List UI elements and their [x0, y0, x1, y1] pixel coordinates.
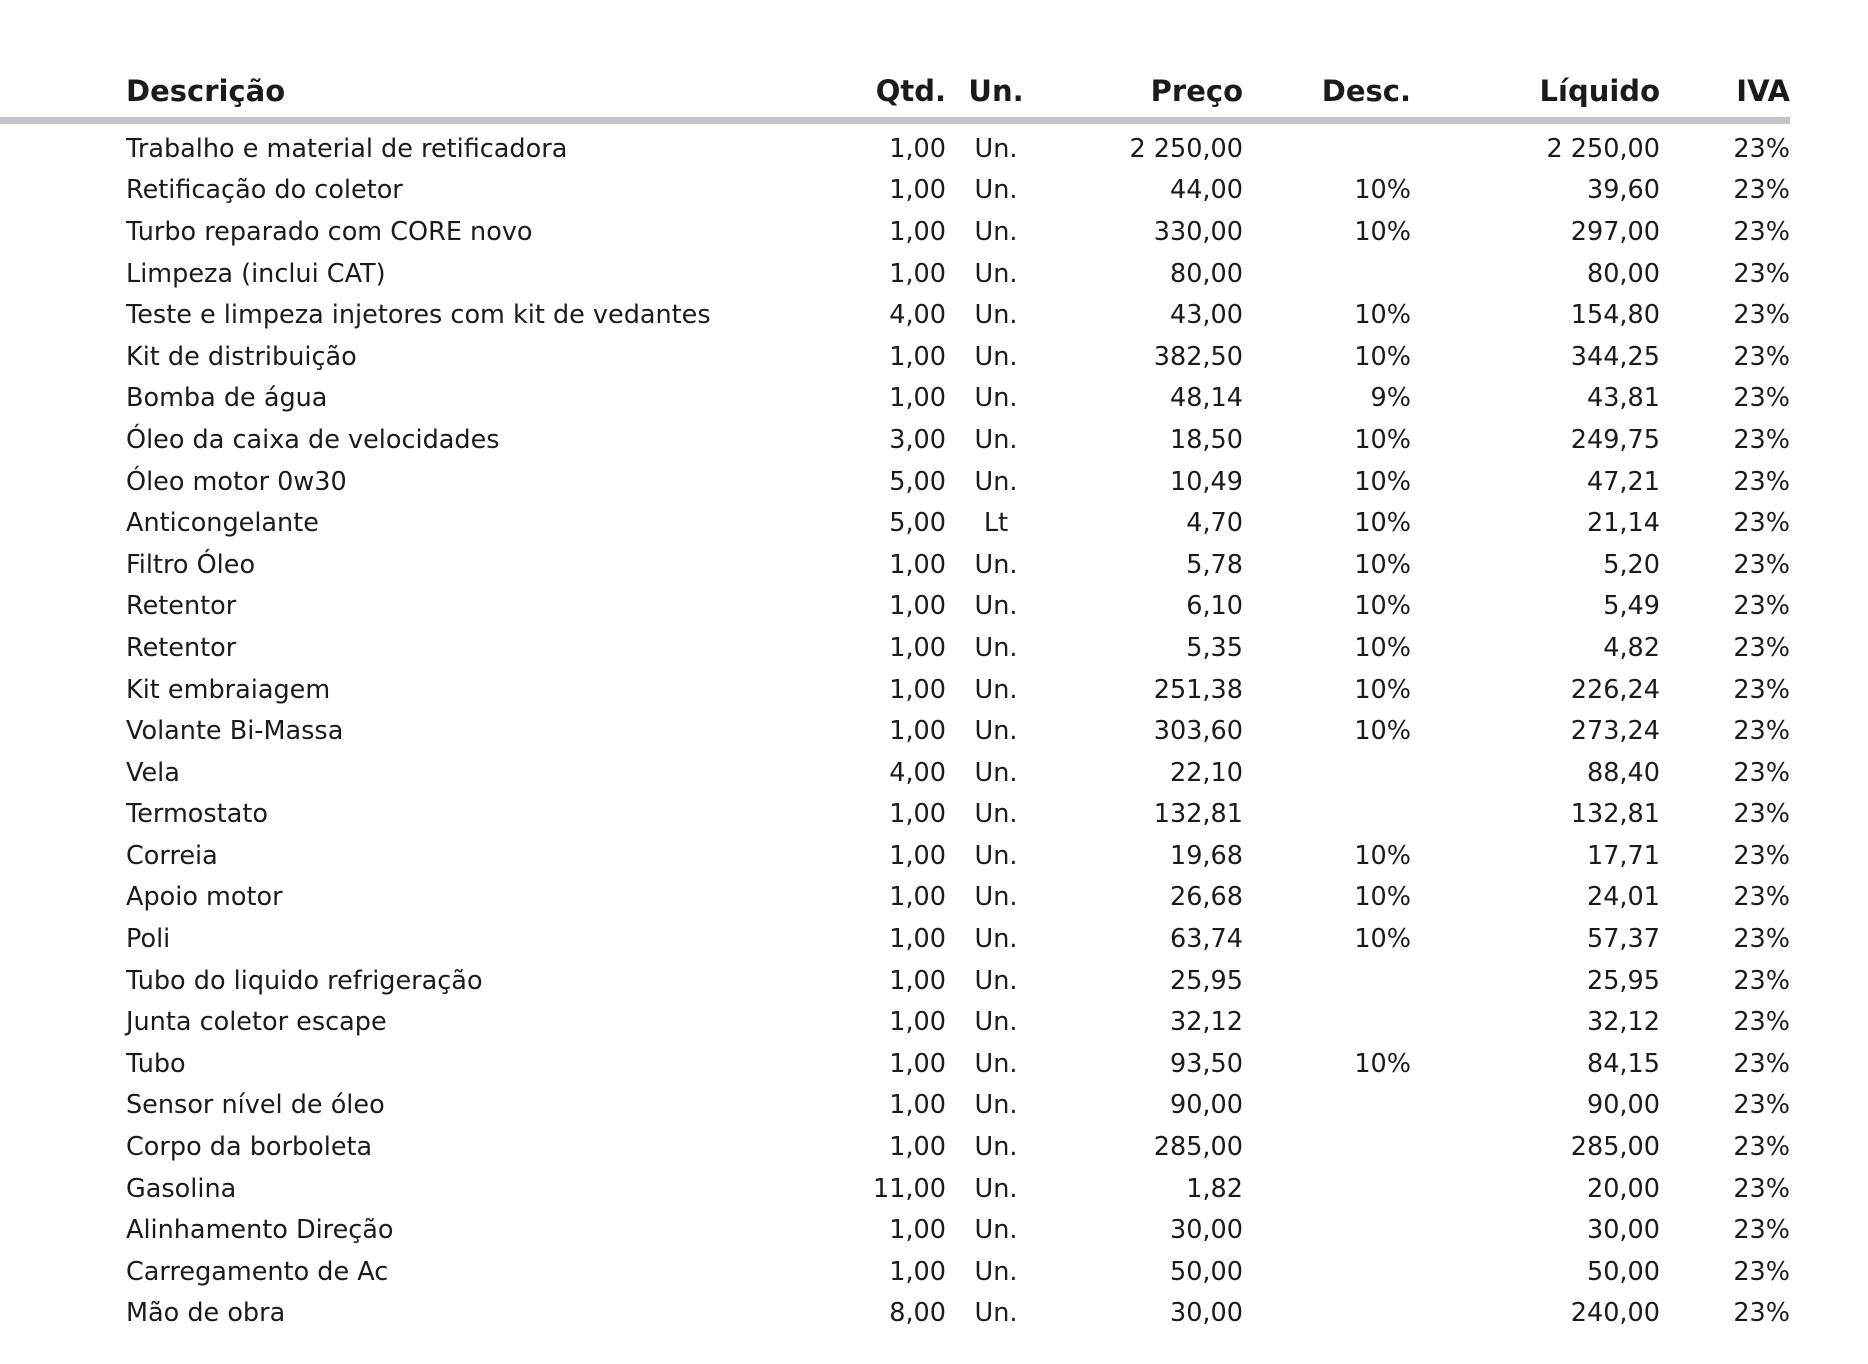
cell-discount [1243, 752, 1411, 794]
cell-unit: Un. [974, 1090, 1018, 1121]
cell-net: 39,60 [1586, 175, 1660, 206]
cell-qty: 1,00 [889, 1090, 946, 1121]
cell-price: 32,12 [1169, 1007, 1243, 1038]
cell-vat: 23% [1733, 258, 1790, 289]
table-row [0, 1293, 1790, 1335]
cell-description: Turbo reparado com CORE novo [126, 216, 533, 247]
cell-net: 5,49 [1603, 591, 1660, 622]
cell-discount: 10% [1354, 300, 1411, 331]
cell-unit: Un. [974, 1132, 1018, 1163]
cell-unit: Un. [974, 882, 1018, 913]
row-spacer [0, 502, 126, 544]
header-description: Descrição [126, 54, 816, 121]
row-spacer [0, 121, 126, 170]
cell-unit: Un. [974, 133, 1018, 164]
cell-qty: 1,00 [889, 175, 946, 206]
cell-discount: 10% [1354, 924, 1411, 955]
cell-vat: 23% [1733, 300, 1790, 331]
cell-qty: 1,00 [889, 591, 946, 622]
cell-qty: 1,00 [889, 549, 946, 580]
cell-price: 63,74 [1169, 924, 1243, 955]
cell-net: 249,75 [1570, 424, 1660, 455]
cell-description: Gasolina [126, 1173, 237, 1204]
cell-qty: 5,00 [889, 466, 946, 497]
cell-discount [1243, 253, 1411, 295]
table-row [0, 627, 1790, 669]
cell-discount [1243, 1085, 1411, 1127]
cell-discount: 10% [1354, 716, 1411, 747]
cell-vat: 23% [1733, 924, 1790, 955]
cell-net: 24,01 [1586, 882, 1660, 913]
cell-vat: 23% [1733, 965, 1790, 996]
cell-net: 17,71 [1586, 840, 1660, 871]
invoice-lines-table [0, 54, 1790, 1334]
cell-unit: Un. [974, 1007, 1018, 1038]
header-spacer [0, 54, 126, 121]
table-row [0, 1043, 1790, 1085]
cell-unit: Un. [974, 424, 1018, 455]
row-spacer [0, 586, 126, 628]
cell-net: 273,24 [1570, 716, 1660, 747]
row-spacer [0, 669, 126, 711]
cell-qty: 1,00 [889, 1007, 946, 1038]
row-spacer [0, 211, 126, 253]
table-row [0, 1251, 1790, 1293]
cell-qty: 4,00 [889, 300, 946, 331]
cell-discount: 10% [1354, 508, 1411, 539]
cell-unit: Un. [974, 799, 1018, 830]
cell-vat: 23% [1733, 1048, 1790, 1079]
cell-description: Alinhamento Direção [126, 1215, 394, 1246]
cell-vat: 23% [1733, 549, 1790, 580]
cell-unit: Un. [974, 300, 1018, 331]
cell-discount [1243, 1209, 1411, 1251]
cell-net: 43,81 [1586, 383, 1660, 414]
row-spacer [0, 336, 126, 378]
row-spacer [0, 1043, 126, 1085]
cell-description: Teste e limpeza injetores com kit de vedantes [126, 300, 711, 331]
cell-price: 4,70 [1186, 508, 1243, 539]
cell-unit: Un. [974, 175, 1018, 206]
table-row [0, 1168, 1790, 1210]
row-spacer [0, 544, 126, 586]
cell-net: 90,00 [1586, 1090, 1660, 1121]
cell-vat: 23% [1733, 757, 1790, 788]
cell-net: 2 250,00 [1546, 133, 1660, 164]
cell-description: Tubo [126, 1048, 186, 1079]
cell-description: Kit de distribuição [126, 341, 357, 372]
cell-description: Óleo motor 0w30 [126, 466, 347, 497]
cell-description: Vela [126, 757, 180, 788]
cell-vat: 23% [1733, 1007, 1790, 1038]
cell-vat: 23% [1733, 591, 1790, 622]
cell-price: 25,95 [1169, 965, 1243, 996]
row-spacer [0, 1001, 126, 1043]
row-spacer [0, 710, 126, 752]
table-row [0, 918, 1790, 960]
cell-description: Apoio motor [126, 882, 283, 913]
cell-qty: 1,00 [889, 1048, 946, 1079]
table-row [0, 170, 1790, 212]
cell-qty: 1,00 [889, 965, 946, 996]
header-discount: Desc. [1243, 54, 1411, 121]
cell-net: 226,24 [1570, 674, 1660, 705]
cell-price: 22,10 [1169, 757, 1243, 788]
cell-qty: 3,00 [889, 424, 946, 455]
table-body [0, 121, 1790, 1335]
cell-net: 20,00 [1586, 1173, 1660, 1204]
cell-description: Filtro Óleo [126, 549, 256, 580]
cell-unit: Un. [974, 258, 1018, 289]
row-spacer [0, 461, 126, 503]
table-row [0, 1126, 1790, 1168]
cell-vat: 23% [1733, 466, 1790, 497]
cell-price: 30,00 [1169, 1215, 1243, 1246]
cell-qty: 8,00 [889, 1298, 946, 1329]
cell-qty: 1,00 [889, 674, 946, 705]
cell-description: Retentor [126, 632, 237, 663]
cell-unit: Un. [974, 924, 1018, 955]
cell-unit: Un. [974, 1215, 1018, 1246]
cell-vat: 23% [1733, 1090, 1790, 1121]
cell-discount: 10% [1354, 216, 1411, 247]
cell-unit: Un. [974, 549, 1018, 580]
row-spacer [0, 294, 126, 336]
cell-unit: Un. [974, 466, 1018, 497]
cell-net: 57,37 [1586, 924, 1660, 955]
cell-qty: 1,00 [889, 632, 946, 663]
cell-discount [1243, 794, 1411, 836]
cell-vat: 23% [1733, 175, 1790, 206]
cell-net: 21,14 [1586, 508, 1660, 539]
cell-description: Poli [126, 924, 171, 955]
cell-price: 10,49 [1169, 466, 1243, 497]
cell-vat: 23% [1733, 1173, 1790, 1204]
table-row [0, 336, 1790, 378]
row-spacer [0, 627, 126, 669]
cell-description: Termostato [126, 799, 268, 830]
cell-description: Correia [126, 840, 218, 871]
row-spacer [0, 918, 126, 960]
cell-discount: 10% [1354, 549, 1411, 580]
cell-description: Retificação do coletor [126, 175, 403, 206]
cell-vat: 23% [1733, 424, 1790, 455]
cell-discount: 10% [1354, 882, 1411, 913]
cell-description: Corpo da borboleta [126, 1132, 373, 1163]
row-spacer [0, 1168, 126, 1210]
cell-qty: 1,00 [889, 258, 946, 289]
cell-vat: 23% [1733, 1132, 1790, 1163]
cell-net: 285,00 [1570, 1132, 1660, 1163]
table-row [0, 544, 1790, 586]
cell-discount: 10% [1354, 674, 1411, 705]
cell-unit: Un. [974, 383, 1018, 414]
header-row [0, 54, 1790, 121]
table-row [0, 669, 1790, 711]
table-row [0, 877, 1790, 919]
cell-unit: Un. [974, 674, 1018, 705]
cell-discount: 10% [1354, 591, 1411, 622]
table-row [0, 378, 1790, 420]
cell-qty: 1,00 [889, 882, 946, 913]
cell-qty: 1,00 [889, 341, 946, 372]
cell-net: 84,15 [1586, 1048, 1660, 1079]
row-spacer [0, 170, 126, 212]
cell-discount [1243, 1251, 1411, 1293]
cell-vat: 23% [1733, 799, 1790, 830]
table-row [0, 752, 1790, 794]
cell-price: 19,68 [1169, 840, 1243, 871]
cell-price: 43,00 [1169, 300, 1243, 331]
cell-net: 30,00 [1586, 1215, 1660, 1246]
cell-price: 30,00 [1169, 1298, 1243, 1329]
row-spacer [0, 1085, 126, 1127]
row-spacer [0, 1293, 126, 1335]
cell-discount [1243, 1126, 1411, 1168]
table-row [0, 794, 1790, 836]
table-row [0, 710, 1790, 752]
cell-unit: Un. [974, 840, 1018, 871]
table-row [0, 294, 1790, 336]
cell-price: 90,00 [1169, 1090, 1243, 1121]
cell-price: 330,00 [1153, 216, 1243, 247]
cell-price: 382,50 [1153, 341, 1243, 372]
cell-description: Junta coletor escape [126, 1007, 387, 1038]
cell-price: 1,82 [1186, 1173, 1243, 1204]
row-spacer [0, 835, 126, 877]
cell-discount: 10% [1354, 1048, 1411, 1079]
cell-description: Tubo do liquido refrigeração [126, 965, 483, 996]
cell-net: 47,21 [1586, 466, 1660, 497]
cell-qty: 1,00 [889, 133, 946, 164]
cell-description: Mão de obra [126, 1298, 286, 1329]
cell-price: 132,81 [1153, 799, 1243, 830]
cell-net: 50,00 [1586, 1256, 1660, 1287]
cell-vat: 23% [1733, 1215, 1790, 1246]
cell-description: Kit embraiagem [126, 674, 331, 705]
cell-net: 5,20 [1603, 549, 1660, 580]
header-net: Líquido [1411, 54, 1660, 121]
cell-qty: 1,00 [889, 799, 946, 830]
cell-unit: Un. [974, 341, 1018, 372]
table-row [0, 835, 1790, 877]
cell-discount [1243, 1168, 1411, 1210]
cell-net: 32,12 [1586, 1007, 1660, 1038]
cell-discount [1243, 1293, 1411, 1335]
cell-unit: Un. [974, 1173, 1018, 1204]
cell-unit: Lt [983, 508, 1009, 539]
cell-discount: 10% [1354, 424, 1411, 455]
cell-qty: 1,00 [889, 840, 946, 871]
cell-net: 240,00 [1570, 1298, 1660, 1329]
cell-net: 80,00 [1586, 258, 1660, 289]
cell-unit: Un. [974, 965, 1018, 996]
cell-description: Carregamento de Ac [126, 1256, 389, 1287]
cell-net: 344,25 [1570, 341, 1660, 372]
cell-price: 303,60 [1153, 716, 1243, 747]
cell-net: 4,82 [1603, 632, 1660, 663]
table-row [0, 502, 1790, 544]
cell-description: Óleo da caixa de velocidades [126, 424, 500, 455]
cell-qty: 1,00 [889, 1215, 946, 1246]
row-spacer [0, 960, 126, 1002]
cell-qty: 1,00 [889, 216, 946, 247]
cell-discount [1243, 1001, 1411, 1043]
cell-net: 297,00 [1570, 216, 1660, 247]
cell-net: 154,80 [1570, 300, 1660, 331]
table-row [0, 1085, 1790, 1127]
cell-vat: 23% [1733, 632, 1790, 663]
cell-price: 285,00 [1153, 1132, 1243, 1163]
cell-qty: 11,00 [872, 1173, 946, 1204]
row-spacer [0, 253, 126, 295]
row-spacer [0, 752, 126, 794]
cell-unit: Un. [974, 1256, 1018, 1287]
cell-unit: Un. [974, 216, 1018, 247]
cell-vat: 23% [1733, 840, 1790, 871]
cell-vat: 23% [1733, 1298, 1790, 1329]
cell-description: Bomba de água [126, 383, 328, 414]
table-row [0, 419, 1790, 461]
cell-price: 251,38 [1153, 674, 1243, 705]
table-row [0, 211, 1790, 253]
table-row [0, 586, 1790, 628]
cell-qty: 5,00 [889, 508, 946, 539]
cell-unit: Un. [974, 716, 1018, 747]
cell-net: 25,95 [1586, 965, 1660, 996]
cell-unit: Un. [974, 1048, 1018, 1079]
table-row [0, 461, 1790, 503]
cell-vat: 23% [1733, 216, 1790, 247]
table-row [0, 253, 1790, 295]
cell-discount [1243, 960, 1411, 1002]
cell-vat: 23% [1733, 383, 1790, 414]
row-spacer [0, 794, 126, 836]
cell-price: 5,35 [1186, 632, 1243, 663]
header-qty: Qtd. [816, 54, 946, 121]
header-price: Preço [1046, 54, 1243, 121]
cell-qty: 1,00 [889, 383, 946, 414]
row-spacer [0, 419, 126, 461]
cell-discount: 10% [1354, 466, 1411, 497]
cell-unit: Un. [974, 757, 1018, 788]
row-spacer [0, 378, 126, 420]
cell-unit: Un. [974, 632, 1018, 663]
cell-price: 5,78 [1186, 549, 1243, 580]
cell-discount: 10% [1354, 840, 1411, 871]
cell-unit: Un. [974, 591, 1018, 622]
table-row [0, 960, 1790, 1002]
cell-price: 80,00 [1169, 258, 1243, 289]
cell-vat: 23% [1733, 341, 1790, 372]
table-row [0, 1209, 1790, 1251]
cell-qty: 4,00 [889, 757, 946, 788]
cell-qty: 1,00 [889, 924, 946, 955]
cell-vat: 23% [1733, 882, 1790, 913]
cell-discount: 10% [1354, 341, 1411, 372]
cell-qty: 1,00 [889, 1256, 946, 1287]
cell-vat: 23% [1733, 674, 1790, 705]
row-spacer [0, 877, 126, 919]
cell-description: Trabalho e material de retificadora [126, 133, 568, 164]
table-row [0, 1001, 1790, 1043]
cell-net: 132,81 [1570, 799, 1660, 830]
cell-description: Retentor [126, 591, 237, 622]
cell-description: Sensor nível de óleo [126, 1090, 385, 1121]
cell-price: 44,00 [1169, 175, 1243, 206]
cell-net: 88,40 [1586, 757, 1660, 788]
cell-description: Limpeza (inclui CAT) [126, 258, 386, 289]
cell-vat: 23% [1733, 133, 1790, 164]
cell-discount: 10% [1354, 175, 1411, 206]
cell-qty: 1,00 [889, 716, 946, 747]
cell-price: 6,10 [1186, 591, 1243, 622]
cell-qty: 1,00 [889, 1132, 946, 1163]
cell-price: 48,14 [1169, 383, 1243, 414]
cell-discount: 9% [1370, 383, 1411, 414]
cell-price: 26,68 [1169, 882, 1243, 913]
cell-price: 18,50 [1169, 424, 1243, 455]
table-row [0, 121, 1790, 170]
table-header [0, 54, 1790, 121]
header-vat: IVA [1660, 54, 1790, 121]
cell-vat: 23% [1733, 508, 1790, 539]
header-unit: Un. [946, 54, 1046, 121]
row-spacer [0, 1126, 126, 1168]
cell-description: Volante Bi-Massa [126, 716, 344, 747]
cell-price: 93,50 [1169, 1048, 1243, 1079]
cell-unit: Un. [974, 1298, 1018, 1329]
cell-description: Anticongelante [126, 508, 319, 539]
cell-price: 50,00 [1169, 1256, 1243, 1287]
cell-vat: 23% [1733, 1256, 1790, 1287]
cell-price: 2 250,00 [1129, 133, 1243, 164]
cell-discount [1243, 121, 1411, 170]
cell-discount: 10% [1354, 632, 1411, 663]
row-spacer [0, 1209, 126, 1251]
cell-vat: 23% [1733, 716, 1790, 747]
row-spacer [0, 1251, 126, 1293]
